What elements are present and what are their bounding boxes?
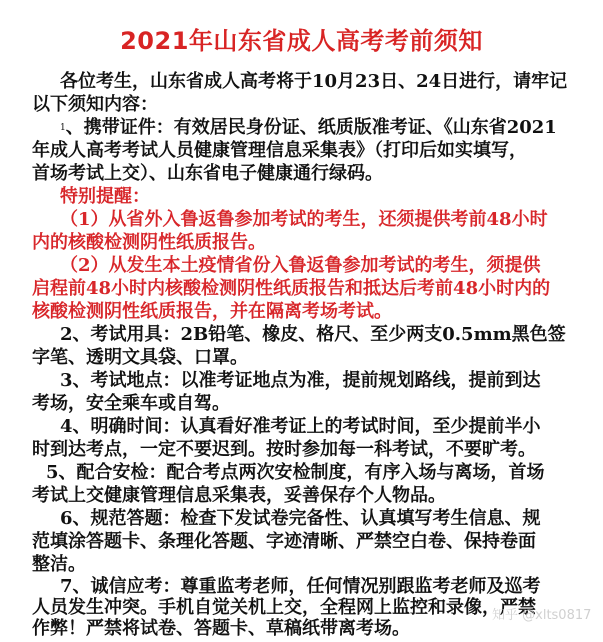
intro-line-2: 以下须知内容：: [32, 94, 158, 115]
item-4-line-1: 4、明确时间：认真看好准考证上的考试时间，至少提前半小: [60, 416, 541, 437]
item-7-line-1: 7、诚信应考：尊重监考老师，任何情况别跟监考老师及巡考: [60, 576, 541, 597]
item-6-line-2: 范填涂答题卡、条理化答题、字迹清晰、严禁空白卷、保持卷面: [32, 531, 536, 552]
item-1-line-3: 首场考试上交）、山东省电子健康通行绿码。: [32, 163, 383, 184]
item-5-line-2: 考试上交健康管理信息采集表，妥善保存个人物品。: [32, 485, 446, 506]
item-6-line-3: 整洁。: [32, 554, 86, 575]
item-1-line-2: 年成人高考考试人员健康管理信息采集表》（打印后如实填写，: [32, 140, 527, 161]
item-3-line-1: 3、考试地点：以准考证地点为准，提前规划路线，提前到达: [60, 370, 541, 391]
reminder-1-line-2: 内的核酸检测阴性纸质报告。: [32, 232, 266, 253]
reminder-2-line-3: 核酸检测阴性纸质报告，并在隔离考场考试。: [32, 301, 392, 322]
item-7-line-3: 作弊！严禁将试卷、答题卡、草稿纸带离考场。: [32, 618, 410, 639]
intro-line-1: 各位考生，山东省成人高考将于10月23日、24日进行，请牢记: [60, 71, 568, 92]
item-6-line-1: 6、规范答题：检查下发试卷完备性、认真填写考生信息、规: [60, 508, 541, 529]
item-2-line-1: 2、考试用具：2B铅笔、橡皮、格尺、至少两支0.5mm黑色签: [60, 324, 566, 345]
item-3-line-2: 考场，安全乘车或自驾。: [32, 393, 230, 414]
item-4-line-2: 时到达考点，一定不要迟到。按时参加每一科考试，不要旷考。: [32, 439, 536, 460]
reminder-2-line-2: 启程前48小时内核酸检测阴性纸质报告和抵达后考前48小时内的: [32, 278, 551, 299]
watermark: 知乎 @xlts0817: [492, 608, 592, 623]
item-1-number: 1: [60, 123, 66, 133]
special-reminder-heading: 特别提醒：: [60, 186, 150, 207]
item-1-text: 、携带证件：有效居民身份证、纸质版准考证、《山东省2021: [65, 117, 557, 138]
item-1-line-1: [60, 117, 557, 140]
item-7-line-2: 人员发生冲突。手机自觉关机上交，全程网上监控和录像，严禁: [32, 597, 536, 618]
reminder-1-line-1: （1）从省外入鲁返鲁参加考试的考生，还须提供考前48小时: [60, 209, 548, 230]
item-2-line-2: 字笔、透明文具袋、口罩。: [32, 347, 248, 368]
page-title: 2021年山东省成人高考考前须知: [120, 27, 483, 55]
reminder-2-line-1: （2）从发生本土疫情省份入鲁返鲁参加考试的考生，须提供: [60, 255, 541, 276]
item-5-line-1: 5、配合安检：配合考点两次安检制度，有序入场与离场，首场: [46, 462, 545, 483]
